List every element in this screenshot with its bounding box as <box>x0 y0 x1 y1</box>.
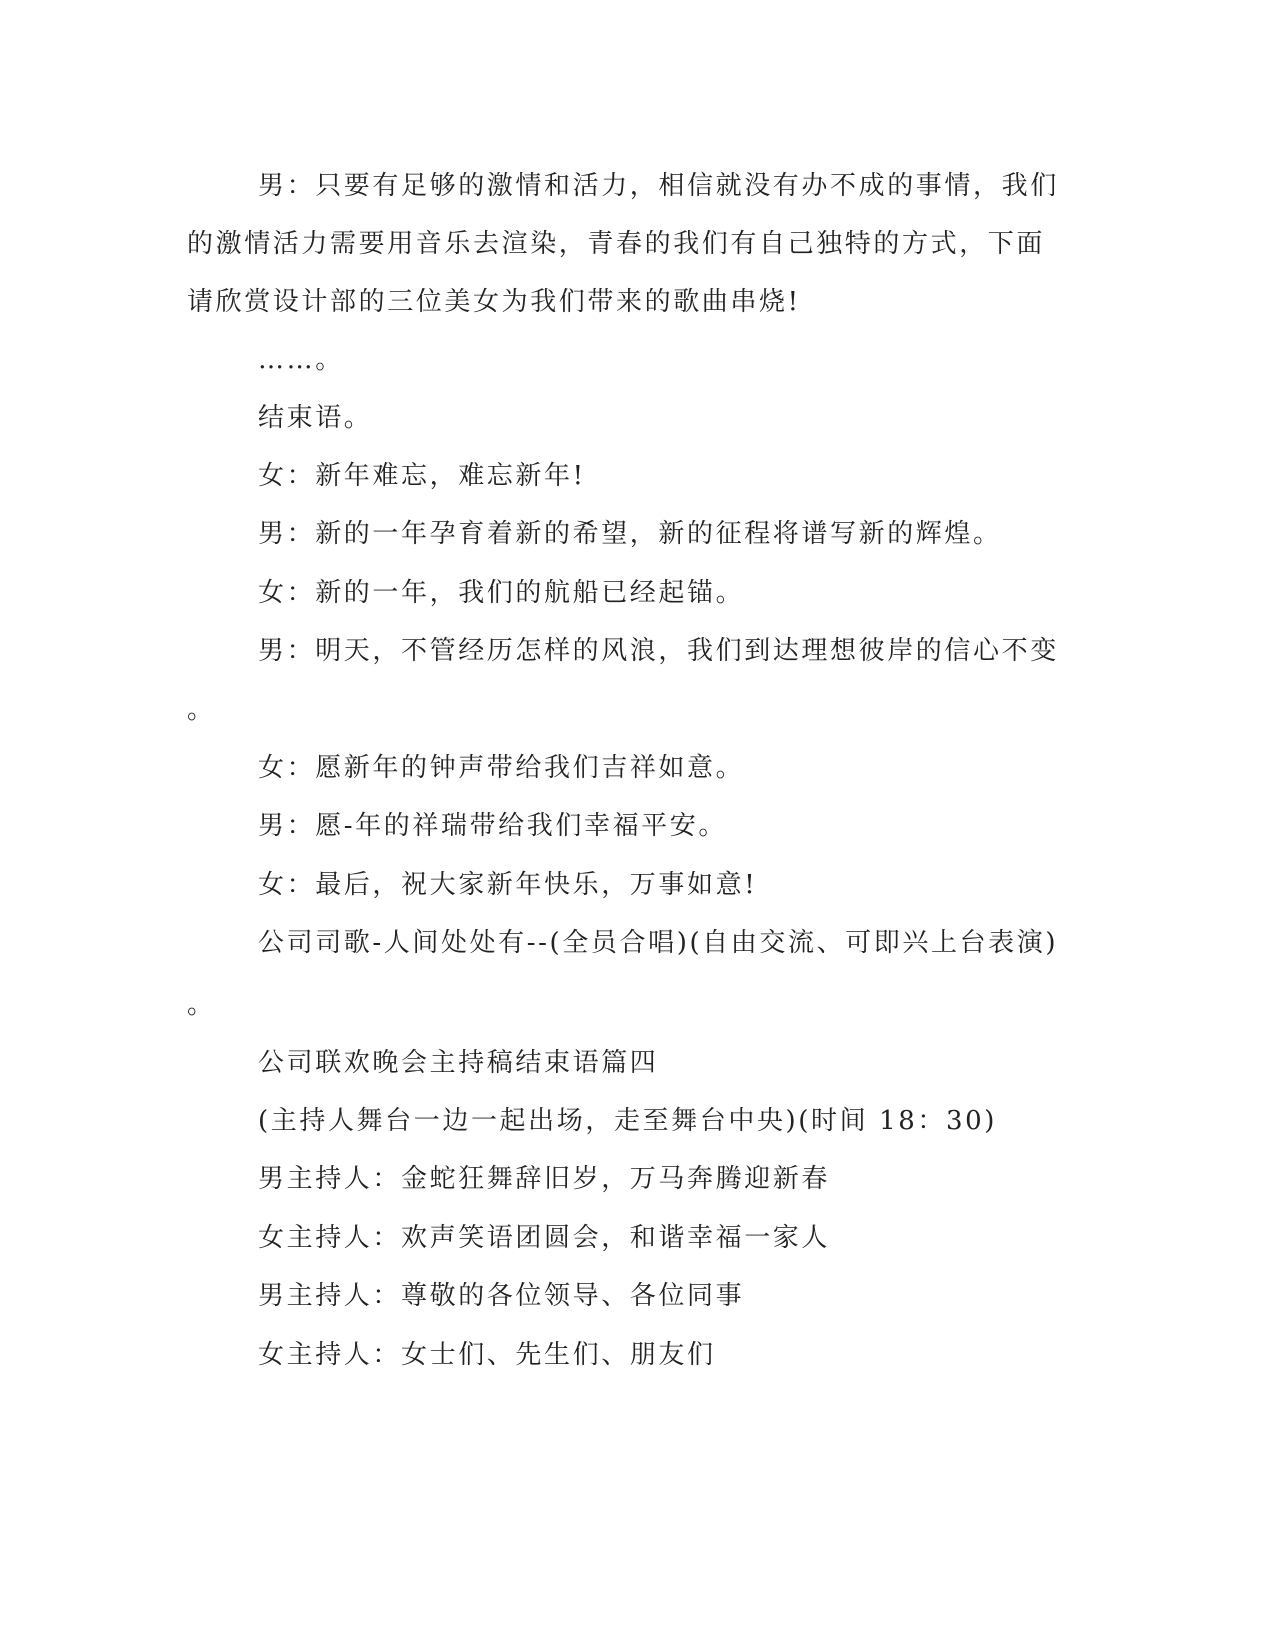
dialogue-line: 男主持人：金蛇狂舞辞旧岁，万马奔腾迎新春 <box>258 1164 831 1194</box>
paragraph-line: 男：只要有足够的激情和活力，相信就没有办不成的事情，我们 <box>258 171 1059 201</box>
paragraph-line: 的激情活力需要用音乐去渲染，青春的我们有自己独特的方式，下面 <box>187 229 1046 259</box>
dialogue-line: 女：新年难忘，难忘新年! <box>258 461 586 491</box>
dialogue-line: 女：最后，祝大家新年快乐，万事如意! <box>258 870 758 900</box>
dialogue-line: 男：新的一年孕育着新的希望，新的征程将谱写新的辉煌。 <box>258 519 1002 549</box>
program-line-continuation: 。 <box>187 990 216 1020</box>
stage-direction: (主持人舞台一边一起出场，走至舞台中央)(时间 18：30) <box>258 1106 998 1136</box>
program-line: 公司司歌-人间处处有--(全员合唱)(自由交流、可即兴上台表演) <box>258 928 1059 958</box>
section-title: 公司联欢晚会主持稿结束语篇四 <box>258 1048 659 1078</box>
dialogue-line: 女主持人：女士们、先生们、朋友们 <box>258 1340 716 1370</box>
dialogue-line: 男：愿-年的祥瑞带给我们幸福平安。 <box>258 811 727 841</box>
dialogue-line: 女主持人：欢声笑语团圆会，和谐幸福一家人 <box>258 1223 831 1253</box>
ellipsis-line: ……。 <box>258 345 344 375</box>
dialogue-line-continuation: 。 <box>187 695 216 725</box>
dialogue-line: 男主持人：尊敬的各位领导、各位同事 <box>258 1281 745 1311</box>
dialogue-line: 女：新的一年，我们的航船已经起锚。 <box>258 578 745 608</box>
dialogue-line: 男：明天，不管经历怎样的风浪，我们到达理想彼岸的信心不变 <box>258 636 1059 666</box>
dialogue-line: 女：愿新年的钟声带给我们吉祥如意。 <box>258 753 745 783</box>
section-heading: 结束语。 <box>258 403 373 433</box>
paragraph-line: 请欣赏设计部的三位美女为我们带来的歌曲串烧! <box>187 287 801 317</box>
